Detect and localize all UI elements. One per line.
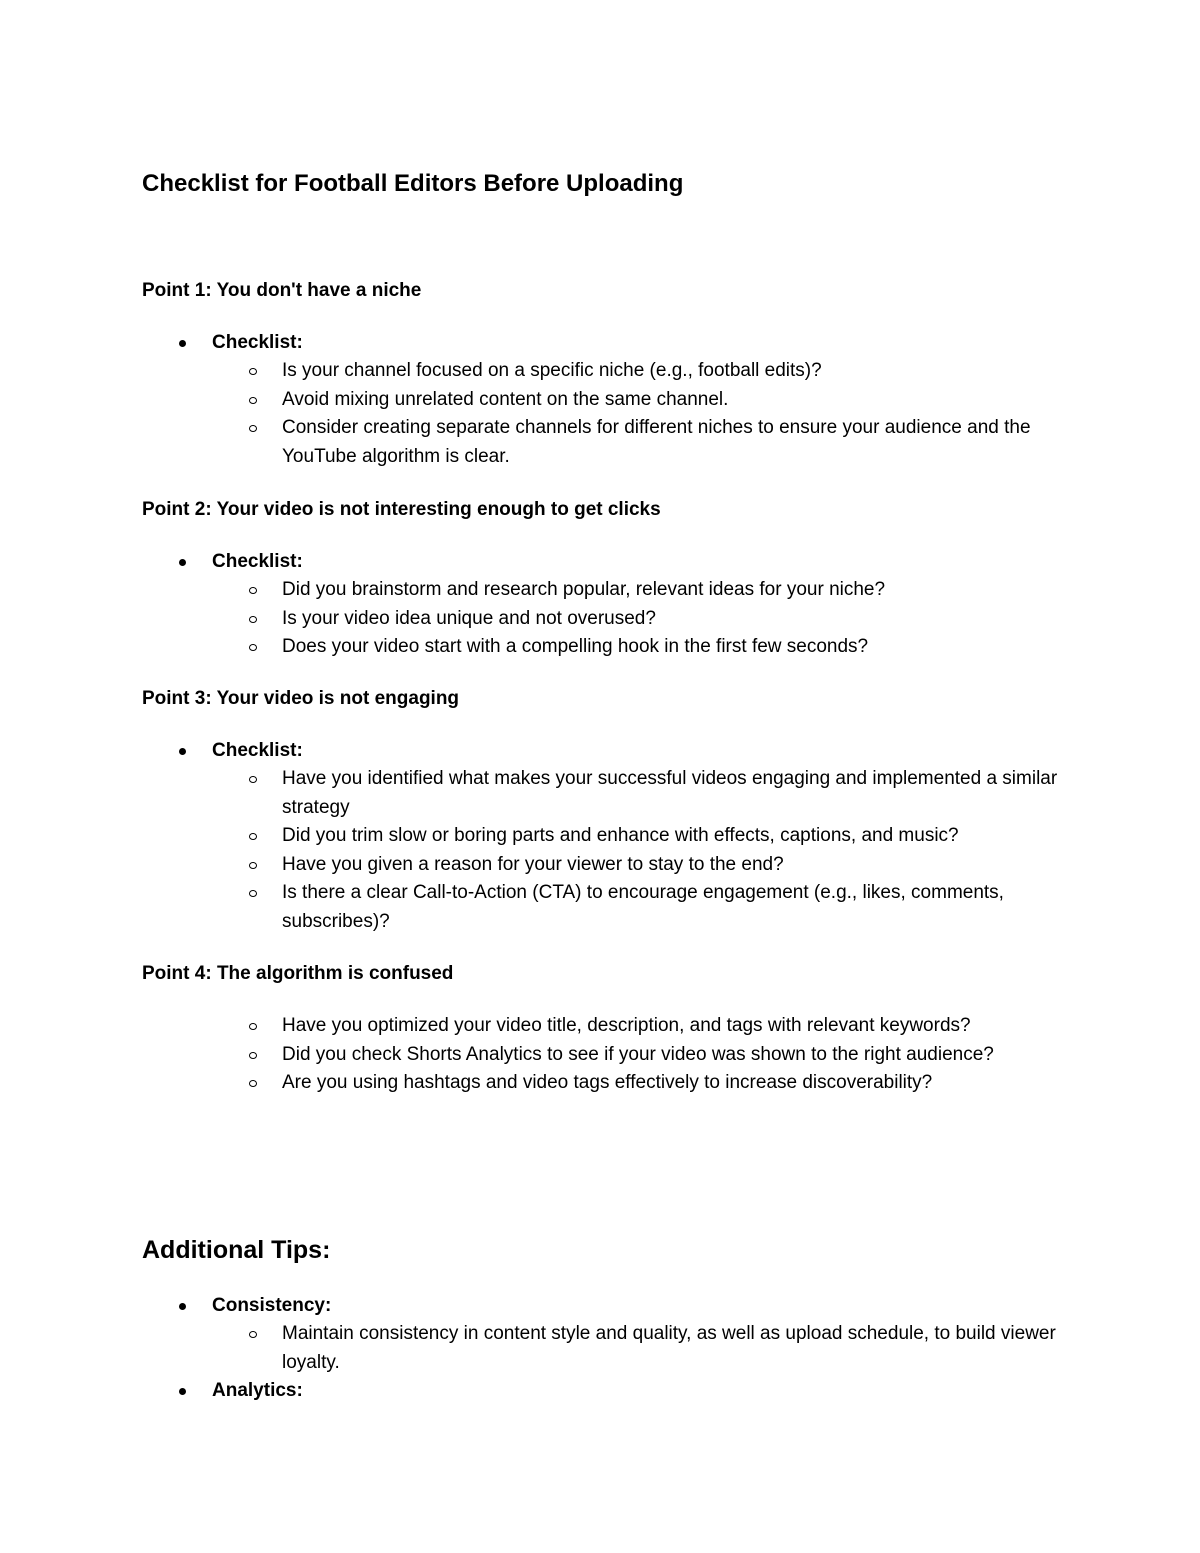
list-item-text: Did you check Shorts Analytics to see if your video was shown to the right audience?	[282, 1043, 994, 1065]
page-title: Checklist for Football Editors Before Uploading	[142, 170, 684, 197]
list-item	[0, 605, 1062, 634]
list-item-text: Are you using hashtags and video tags effectively to increase discoverability?	[282, 1072, 933, 1093]
list-item	[0, 357, 1062, 386]
list-item	[0, 386, 1062, 415]
list-item	[0, 1069, 1062, 1098]
bullet-icon	[179, 1303, 186, 1310]
circle-bullet-icon	[249, 397, 257, 404]
bullet-icon	[179, 559, 186, 566]
point-heading: Point 4: The algorithm is confused	[142, 963, 454, 984]
bullet-icon	[179, 1388, 186, 1395]
checklist-label: Checklist:	[212, 551, 303, 572]
circle-bullet-icon	[249, 833, 257, 840]
section-heading: Additional Tips:	[142, 1236, 331, 1264]
list-item	[0, 633, 1062, 662]
point-checklist	[0, 329, 1200, 471]
bullet-icon	[179, 748, 186, 755]
list-item	[0, 737, 1200, 765]
point-checklist	[0, 548, 1200, 662]
checklist-label: Checklist:	[212, 332, 303, 353]
list-item-text: Did you brainstorm and research popular, relevant ideas for your niche?	[282, 579, 886, 600]
circle-bullet-icon	[249, 587, 257, 594]
list-item-text: Does your video start with a compelling hook in the first few seconds?	[282, 636, 869, 657]
list-item	[0, 1041, 1062, 1070]
bullet-icon	[179, 340, 186, 347]
checklist-label: Checklist:	[212, 740, 303, 761]
list-item	[0, 1377, 1200, 1405]
list-item-text: Is your channel focused on a specific niche (e.g., football edits)?	[282, 360, 822, 381]
circle-bullet-icon	[249, 1052, 257, 1059]
list-item	[0, 329, 1200, 357]
list-item-text: Have you optimized your video title, description, and tags with relevant keywords?	[282, 1015, 971, 1036]
list-item	[0, 822, 1062, 851]
list-item	[0, 879, 1062, 936]
list-item	[0, 1012, 1062, 1041]
circle-bullet-icon	[249, 862, 257, 869]
circle-bullet-icon	[249, 425, 257, 432]
list-item	[0, 548, 1200, 576]
point-heading: Point 1: You don't have a niche	[142, 280, 422, 301]
list-item	[0, 1292, 1200, 1320]
point-checklist	[0, 737, 1200, 936]
point-checklist	[0, 1012, 1200, 1098]
point-heading: Point 3: Your video is not engaging	[142, 688, 460, 709]
list-item	[0, 851, 1062, 880]
list-item-text: Have you identified what makes your successful videos engaging and implemented a similar strategy	[282, 768, 1058, 818]
list-item	[0, 414, 1062, 471]
point-heading: Point 2: Your video is not interesting enough to get clicks	[142, 499, 661, 520]
tip-label: Consistency:	[212, 1295, 332, 1316]
circle-bullet-icon	[249, 1023, 257, 1030]
list-item	[0, 1320, 1062, 1377]
circle-bullet-icon	[249, 616, 257, 623]
list-item-text: Is your video idea unique and not overused?	[282, 607, 656, 629]
circle-bullet-icon	[249, 1331, 257, 1338]
list-item-text: Did you trim slow or boring parts and enhance with effects, captions, and music?	[282, 825, 959, 846]
circle-bullet-icon	[249, 368, 257, 375]
list-item-text: Have you given a reason for your viewer to stay to the end?	[282, 853, 784, 875]
circle-bullet-icon	[249, 1080, 257, 1087]
additional-tips-list	[0, 1292, 1200, 1405]
circle-bullet-icon	[249, 776, 257, 783]
list-item-text: Is there a clear Call-to-Action (CTA) to encourage engagement (e.g., likes, comments, subscribes)?	[282, 882, 1004, 932]
list-item	[0, 576, 1062, 605]
list-item-text: Avoid mixing unrelated content on the same channel.	[282, 388, 729, 410]
tip-label: Analytics:	[212, 1380, 303, 1401]
circle-bullet-icon	[249, 644, 257, 651]
list-item	[0, 765, 1062, 822]
circle-bullet-icon	[249, 890, 257, 897]
list-item-text: Maintain consistency in content style and quality, as well as upload schedule, to build viewer loyalty.	[282, 1323, 1056, 1373]
list-item-text: Consider creating separate channels for different niches to ensure your audience and the YouTube algorithm is clear.	[282, 417, 1031, 467]
